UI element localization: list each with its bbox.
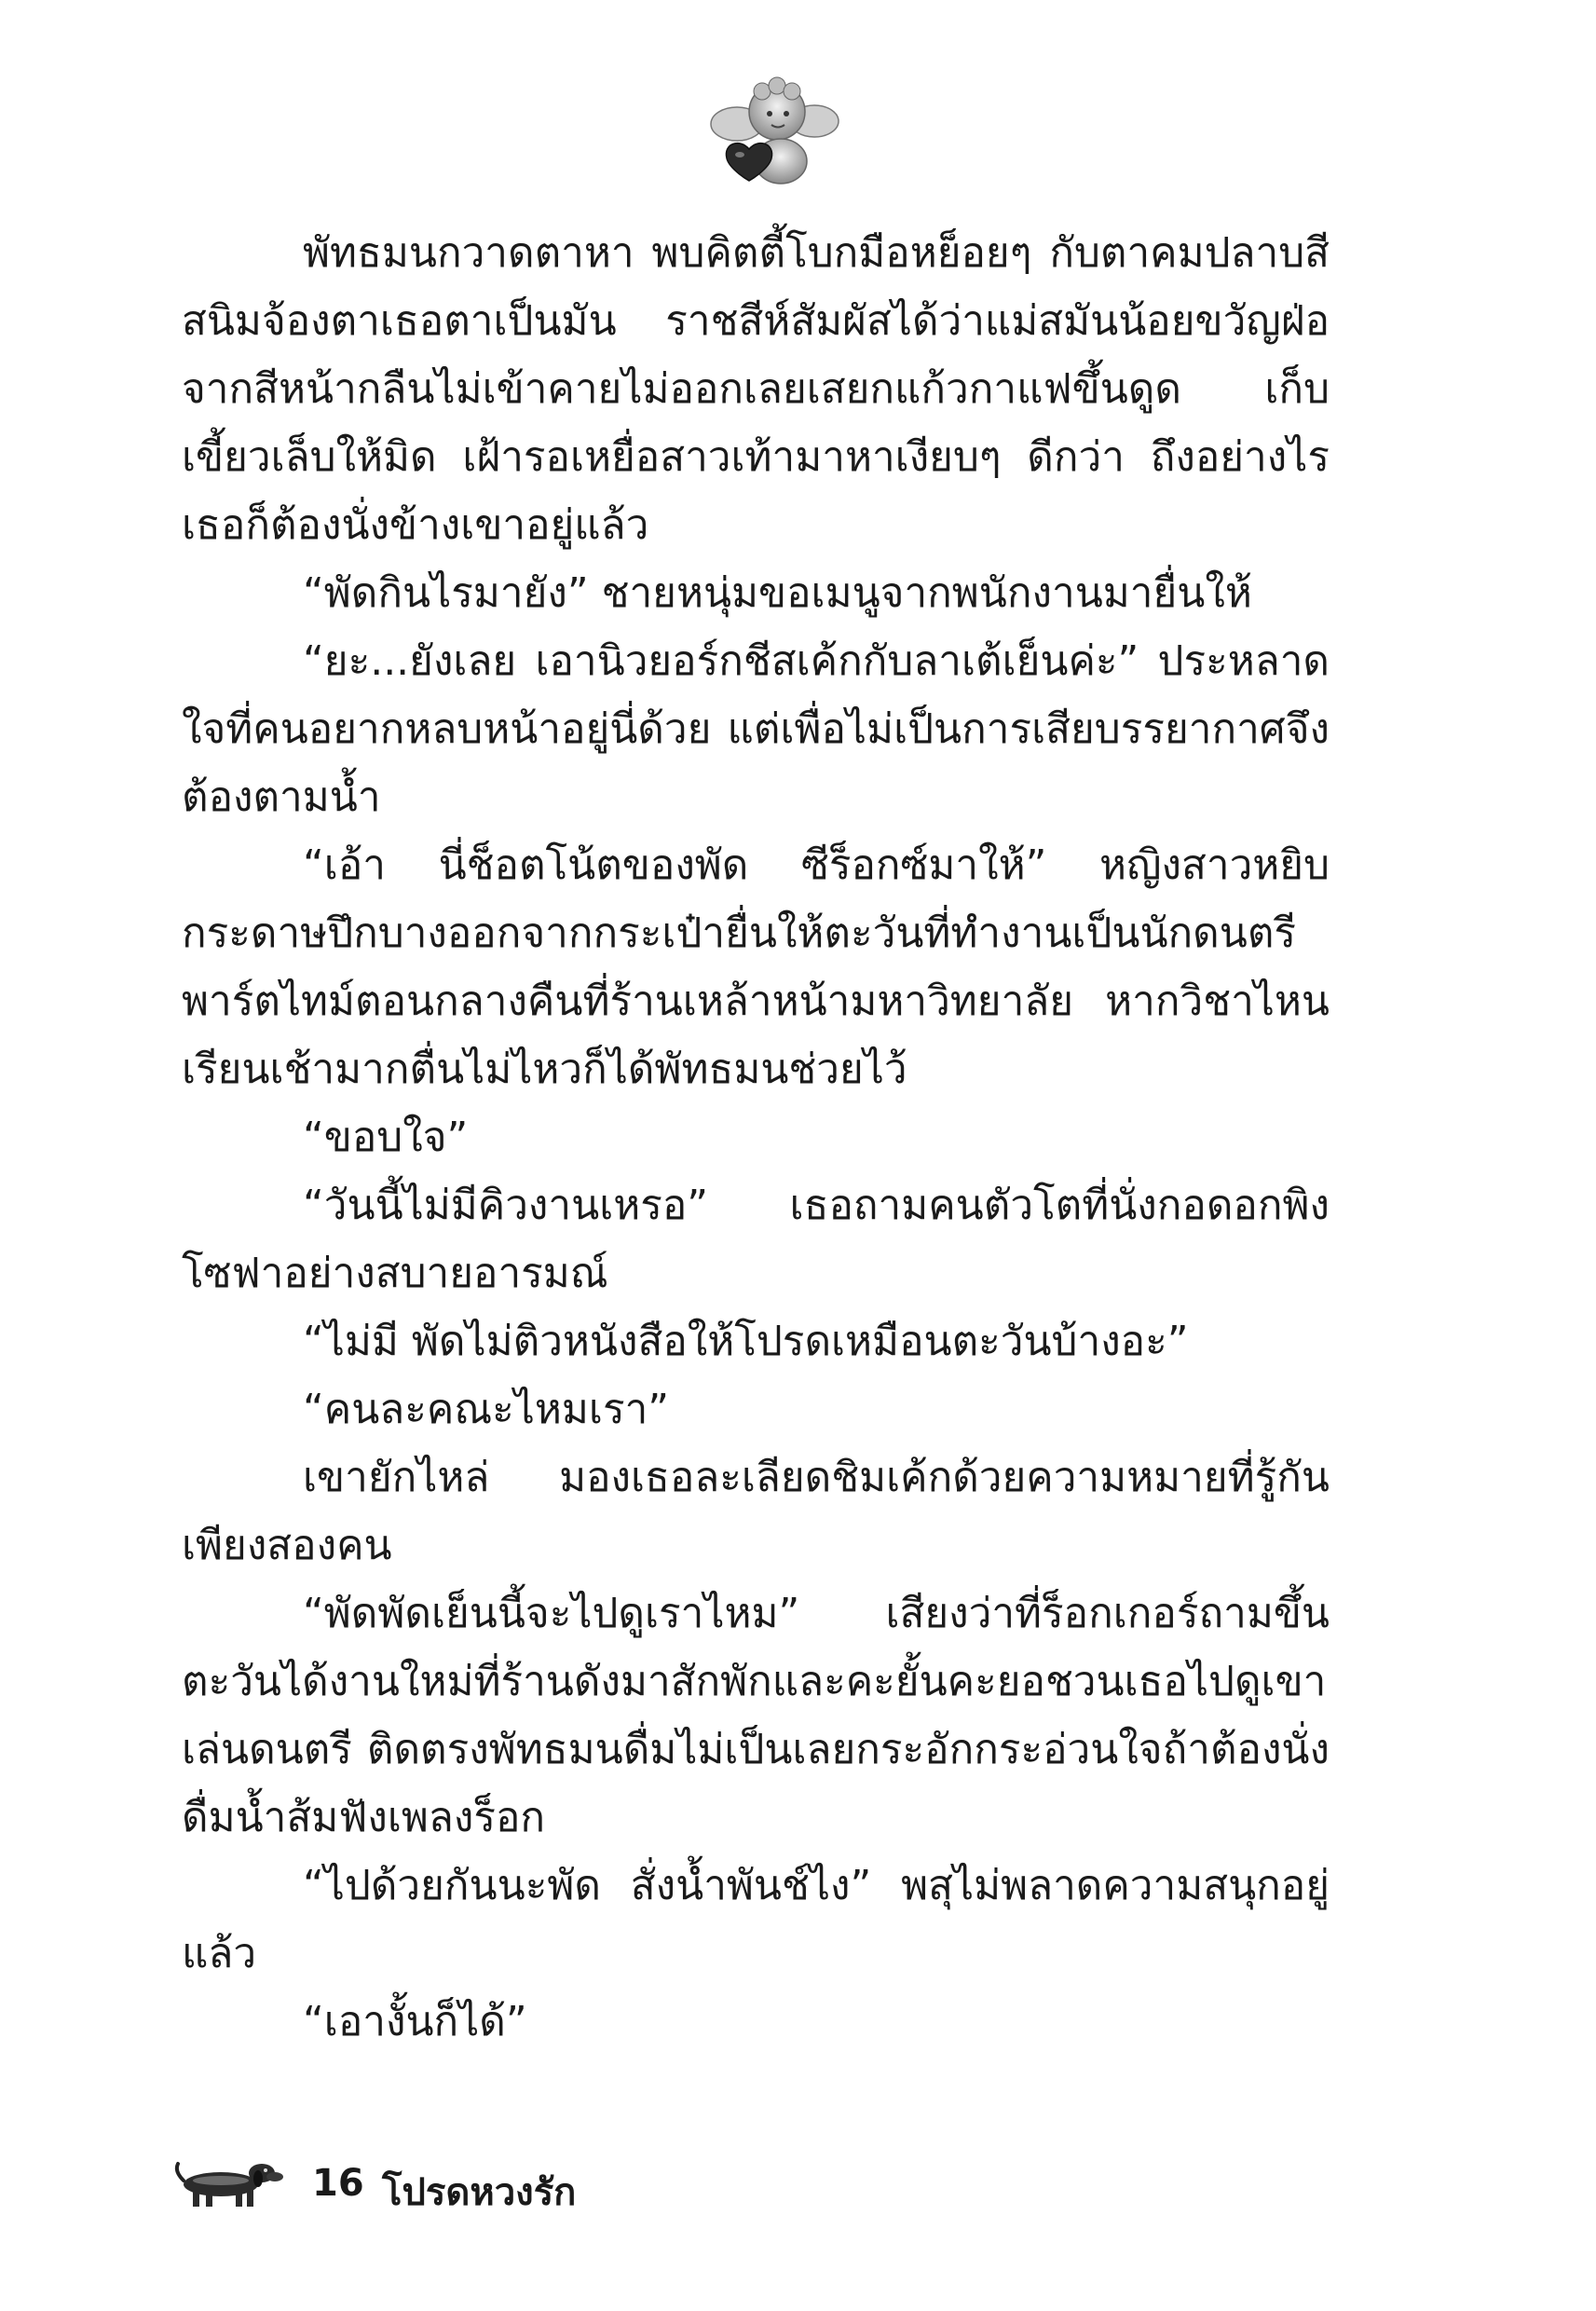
paragraph: “พัดพัดเย็นนี้จะไปดูเราไหม” เสียงว่าที่ร็อกเกอร์ถามขึ้น ตะวันได้งานใหม่ที่ร้านดังมาสักพักและคะยั้นคะยอชวนเธอไปดูเขาเล่นดนตรี ติดตรงพัทธมนดื่มไม่เป็นเลยกระอักกระอ่วนใจถ้าต้องนั่งดื่มน้ำส้มฟังเพลงร็อก [182, 1590, 1330, 1841]
body-text [182, 219, 1330, 2056]
book-title: โปรดหวงรัก [382, 2171, 577, 2214]
paragraph: “ไปด้วยกันนะพัด สั่งน้ำพันช์ไง” พสุไม่พลาดความสนุกอยู่แล้ว [182, 1862, 1330, 1977]
paragraph: “วันนี้ไม่มีคิวงานเหรอ” เธอถามคนตัวโตที่นั่งกอดอกพิงโซฟาอย่างสบายอารมณ์ [182, 1182, 1330, 1297]
page-number: 16 [312, 2162, 364, 2205]
paragraph: “ขอบใจ” [303, 1114, 469, 1161]
paragraph: พัทธมนกวาดตาหา พบคิตตี้โบกมือหย็อยๆ กับตาคมปลาบสีสนิมจ้องตาเธอตาเป็นมัน ราชสีห์สัมผัสได้ว่าแม่สมันน้อยขวัญฝ่อจากสีหน้ากลืนไม่เข้าคายไม่ออกเลยเสยกแก้วกาแฟขึ้นดูด เก็บเขี้ยวเล็บให้มิด เฝ้ารอเหยื่อสาวเท้ามาหาเงียบๆ ดีกว่า ถึงอย่างไรเธอก็ต้องนั่งข้างเขาอยู่แล้ว [182, 229, 1330, 549]
dachshund-dog-icon [172, 2143, 284, 2218]
cupid-with-heart-icon [704, 73, 844, 194]
page-footer [172, 2143, 825, 2227]
paragraph: “ยะ...ยังเลย เอานิวยอร์กชีสเค้กกับลาเต้เย็นค่ะ” ประหลาดใจที่คนอยากหลบหน้าอยู่นี่ด้วย แต่เพื่อไม่เป็นการเสียบรรยากาศจึงต้องตามน้ำ [182, 637, 1330, 821]
paragraph: “คนละคณะไหมเรา” [303, 1386, 670, 1433]
paragraph: “พัดกินไรมายัง” ชายหนุ่มขอเมนูจากพนักงานมายื่นให้ [303, 569, 1252, 617]
paragraph: “เอ้า นี่ช็อตโน้ตของพัด ซีร็อกซ์มาให้” หญิงสาวหยิบกระดาษปึกบางออกจากกระเป๋ายื่นให้ตะวันที่ทำงานเป็นนักดนตรีพาร์ตไทม์ตอนกลางคืนที่ร้านเหล้าหน้ามหาวิทยาลัย หากวิชาไหนเรียนเช้ามากตื่นไม่ไหวก็ได้พัทธมนช่วยไว้ [182, 841, 1330, 1093]
paragraph: “เอางั้นก็ได้” [303, 1998, 527, 2045]
paragraph: เขายักไหล่ มองเธอละเลียดชิมเค้กด้วยความหมายที่รู้กันเพียงสองคน [182, 1454, 1330, 1569]
paragraph: “ไม่มี พัดไม่ติวหนังสือให้โปรดเหมือนตะวันบ้างอะ” [303, 1318, 1189, 1365]
